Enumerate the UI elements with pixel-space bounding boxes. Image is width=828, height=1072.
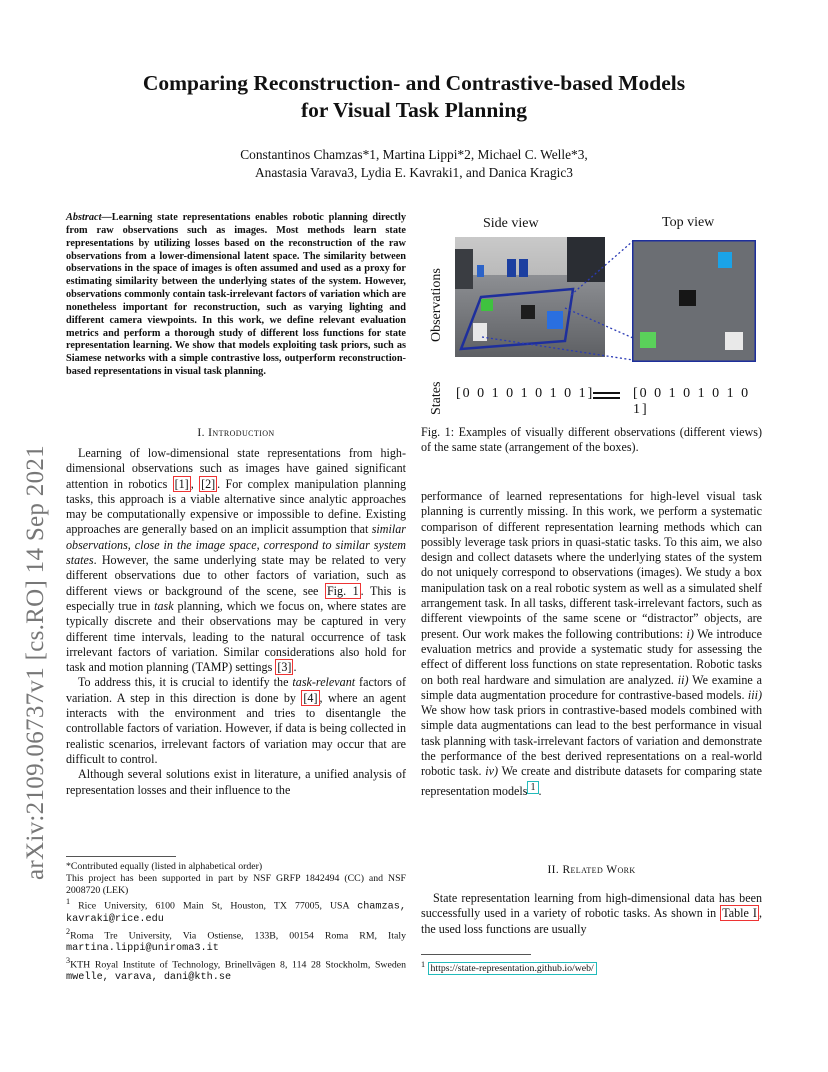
section-heading-related-work: II. Related Work (547, 864, 636, 876)
side-view-label: Side view (483, 216, 539, 231)
intro-paragraph-2: To address this, it is crucial to identify the task-relevant factors of variation. A step in this direction is done by [4] , where an agent interacts with the environment and tries to disentangle the controllable factors of variation. However, if data is being collected in realistic scenarios, irrelevant factors of variation may occur that are difficult to control. (66, 675, 406, 766)
footnote-affiliation-1: $^1$ Rice University, 6100 Main St, Houston, TX 77005, USA chamzas, kavraki@rice.edu (66, 897, 406, 926)
intro-paragraph-1: Learning of low-dimensional state representations from high-dimensional observations such as images have gained significant attention in robotics [1] , [2] . For complex manipulation planning tasks, this approach is a viable alternative since analytic approaches may be computationally expensive or impossible to define. Existing approaches are generally based on an implicit assumption that similar observations, close in the image space, correspond to similar system states. However, the same underlying state may be related to very different observations due to other factors of variation, such as different views or background of the scene, see Fig. 1 . This is especially true in task planning, which we focus on, where states are typically discrete and their observations may be captured in very different time intervals, leading to the natural occurrence of task irrelevant factors of variation. Similar considerations also hold for task and motion planning (TAMP) settings [3] . (66, 446, 407, 675)
figure-1 (421, 208, 766, 420)
abstract-label: Abstract— (66, 212, 112, 223)
observations-label: Observations (429, 268, 444, 342)
authors (0, 146, 828, 182)
title-line-2: for Visual Task Planning (300, 98, 528, 122)
footnote-contribution: *Contributed equally (listed in alphabetical order) (66, 861, 263, 872)
section-heading-introduction: I. Introduction (197, 427, 275, 439)
footnote-affiliation-2: $^2$Roma Tre University, Via Ostiense, 133B, 00154 Roma RM, Italy martina.lippi@uniroma3.it (66, 927, 406, 955)
related-paragraph-1: State representation learning from high-dimensional data has been successfully used in a variety of robotic tasks. As shown in Table I , the used loss functions are usually (421, 891, 762, 936)
state-vector-right: [0 0 1 0 1 0 1 0 1] (633, 386, 751, 417)
paper-title (0, 70, 828, 124)
footnote-rule (66, 856, 176, 857)
state-vector-left: [0 0 1 0 1 0 1 0 1] (456, 386, 595, 401)
abstract-text: Learning state representations enables robotic planning directly from raw observations such as images. Most methods learn state representations by utilizing losses based on the reconstruction of the raw observations from a lower-dimensional latent space. The similarity between observations in the space of images is often assumed and used as a proxy for estimating similarity between the underlying states of the system. However, observations commonly contain task-irrelevant factors of variation which are nonetheless important for reconstruction, such as varying lighting and different camera viewpoints. In this work, we define relevant evaluation metrics and perform a thorough study of different loss functions for state representation learning. We show that models exploiting task priors, such as Siamese networks with a simple contrastive loss, outperform reconstruction-based representations in visual task planning. (66, 212, 406, 378)
intro-continuation: performance of learned representations for high-level visual task planning is currently missing. In this work, we perform a systematic comparison of different representation learning methods which can possibly leverage task priors in quasi-static tasks. To this aim, we also design and collect datasets where the underlying states of the system do not uniquely correspond to observations (images). We study a box manipulation task on a real robotic system as well as a simulated shelf arrangement task. In all tasks, different task-irrelevant factors, such as different viewpoints of the same scene or “distractor” objects, are present. Our work makes the following contributions: i) We introduce evaluation metrics and provide a systematic study for assessing the effect of different loss functions on state representation. Robotic tasks on both real hardware and simulation are analyzed. ii) We examine a simple data augmentation procedure for contrastive-based models. iii) We show how task priors in contrastive-based models combined with simple data augmentations can lead to the best performance in visual task planning with task-irrelevant factors of variation and demonstrate the performance of the best derived representations on a real-world robotic task. iv) We create and distribute datasets for comparing state representation models $^1$ . (421, 489, 763, 798)
citation-link[interactable]: [4] (303, 690, 318, 705)
authors-line-1: Constantinos Chamzas*1, Martina Lippi*2, Michael C. Welle*3, (240, 147, 588, 162)
footnote-rule-right (421, 954, 531, 955)
figure-link[interactable]: Fig. 1 (326, 583, 359, 598)
equals-sign (593, 392, 620, 399)
footnotes-left (66, 861, 406, 984)
top-view-image (632, 240, 756, 362)
intro-paragraph-3: Although several solutions exist in literature, a unified analysis of representation losses and their influence to the (66, 767, 406, 797)
authors-line-2: Anastasia Varava3, Lydia E. Kavraki1, and Danica Kragic3 (254, 165, 574, 180)
footnote-support: This project has been supported in part by NSF GRFP 1842494 (CC) and NSF 2008720 (LEK) (66, 872, 406, 896)
arxiv-stamp: arXiv:2109.06737v1 [cs.RO] 14 Sep 2021 (22, 445, 49, 880)
table-link[interactable]: Table I (722, 906, 757, 921)
figure-1-caption: Fig. 1: Examples of visually different observations (different views) of the same state (arrangement of the boxes). (421, 425, 762, 455)
footnote-affiliation-3: $^3$KTH Royal Institute of Technology, Brinellvägen 8, 114 28 Stockholm, Sweden mwelle, varava, dani@kth.se (66, 956, 406, 984)
dataset-link[interactable]: https://state-representation.github.io/web/ (428, 962, 597, 975)
citation-link[interactable]: [2] (201, 476, 216, 491)
top-view-label: Top view (662, 215, 715, 230)
title-line-1: Comparing Reconstruction- and Contrastive-based Models (142, 71, 686, 95)
abstract (66, 212, 406, 379)
right-column-body (421, 489, 762, 799)
footnote-marker[interactable]: 1 (527, 781, 538, 794)
introduction-body (66, 446, 406, 798)
footnote-url: $^1$ https://state-representation.github.io/web/ (421, 959, 762, 975)
citation-link[interactable]: [3] (277, 660, 292, 675)
related-work-body (421, 891, 762, 937)
citation-link[interactable]: [1] (174, 476, 189, 491)
states-label: States (429, 381, 444, 415)
